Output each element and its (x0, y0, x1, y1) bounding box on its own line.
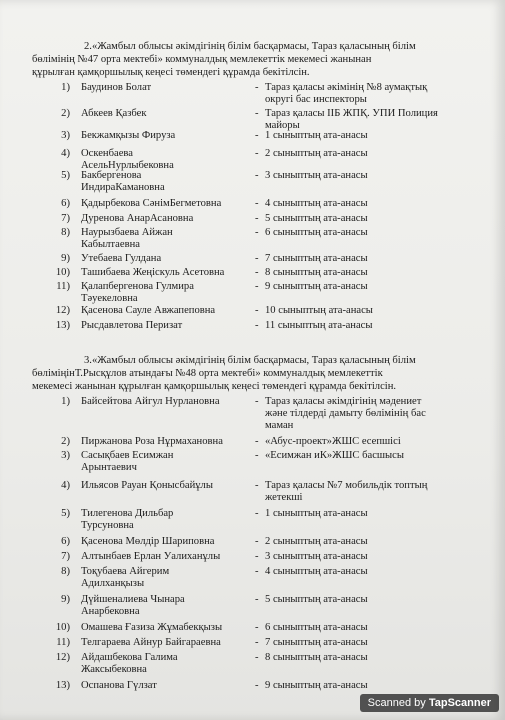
member-name (81, 320, 251, 332)
section-2-header-line1: 2.«Жамбыл облысы әкімдігінің білім басқармасы, Тараз қаласының білім (84, 41, 416, 52)
member-role (265, 213, 480, 225)
member-role (265, 652, 480, 664)
member-role-line: 5 сыныптың ата-анасы (265, 594, 368, 605)
row-dash: - (255, 148, 259, 159)
member-name (81, 637, 251, 649)
row-number: 11) (56, 281, 70, 292)
row-dash: - (255, 594, 259, 605)
member-name (81, 253, 251, 265)
member-name-line: Оскенбаева (81, 148, 133, 159)
member-role (265, 551, 480, 563)
member-role-line: 7 сыныптың ата-анасы (265, 253, 368, 264)
member-role (265, 253, 480, 265)
member-row (40, 148, 480, 170)
row-dash: - (255, 536, 259, 547)
member-name-line: Рысдавлетова Перизат (81, 320, 183, 331)
member-role (265, 148, 480, 160)
member-role (265, 108, 480, 132)
member-role (265, 305, 480, 317)
row-number: 9) (61, 594, 70, 605)
member-role (265, 396, 480, 432)
row-number: 9) (61, 253, 70, 264)
section-2-header-line2: бөлімінің №47 орта мектебі» коммуналдық мемлекеттік мекемесі жанынан (32, 54, 372, 65)
row-dash: - (255, 253, 259, 264)
member-role-line: 9 сыныптың ата-анасы (265, 680, 368, 691)
member-name-line: Қасенова Сауле Авжапеповна (81, 305, 216, 316)
member-name-line: Наурызбаева Айжан (81, 227, 173, 238)
member-role (265, 227, 480, 239)
member-name-line: Омашева Ғазиза Жұмабекқызы (81, 622, 223, 633)
member-name-line: Жаксыбековна (81, 664, 147, 675)
row-dash: - (255, 320, 259, 331)
watermark-brand: TapScanner (428, 697, 491, 709)
member-row (40, 436, 480, 450)
member-name-line: Дуренова АнарАсановна (81, 213, 194, 224)
member-row (40, 253, 480, 267)
row-dash: - (255, 622, 259, 633)
member-name (81, 170, 251, 194)
member-name (81, 551, 251, 563)
member-row (40, 130, 480, 148)
member-row (40, 637, 480, 652)
member-role (265, 170, 480, 182)
member-role-line: 1 сыныптың ата-анасы (265, 130, 368, 141)
member-name-line: Бекжамқызы Фируза (81, 130, 176, 141)
row-number: 8) (61, 227, 70, 238)
member-name-line: Кабылтаевна (81, 239, 140, 250)
row-dash: - (255, 566, 259, 577)
member-role (265, 680, 480, 692)
member-name-line: Телгараева Айнур Байгараевна (81, 637, 221, 648)
row-number: 8) (61, 566, 70, 577)
row-number: 7) (61, 213, 70, 224)
member-role (265, 450, 480, 462)
member-row (40, 566, 480, 594)
member-name-line: Ташибаева Жеңіскуль Асетовна (81, 267, 225, 278)
member-role (265, 436, 480, 448)
row-number: 6) (61, 536, 70, 547)
row-dash: - (255, 281, 259, 292)
member-name-line: Айдашбекова Галима (81, 652, 178, 663)
member-role-line: округі бас инспекторы (265, 94, 367, 105)
section-3-header-line3: мекемесі жанынан құрылған қамқоршылық кеңесі төмендегі құрамда бекітілсін. (32, 381, 397, 392)
member-name-line: Тоқубаева Айгерим (81, 566, 170, 577)
member-row (40, 267, 480, 281)
member-name-line: Ильясов Рауан Қонысбайұлы (81, 480, 213, 491)
member-role-line: «Есимжан иК»ЖШС басшысы (265, 450, 404, 461)
member-row (40, 480, 480, 508)
row-number: 4) (61, 148, 70, 159)
scanner-watermark (360, 694, 499, 712)
row-number: 10) (55, 267, 70, 278)
member-role-line: 3 сыныптың ата-анасы (265, 170, 368, 181)
member-name-line: Тилегенова Дильбар (81, 508, 174, 519)
member-role (265, 320, 480, 332)
row-dash: - (255, 450, 259, 461)
member-name-line: Анарбековна (81, 606, 140, 617)
section-2-member-list (40, 82, 480, 334)
row-number: 1) (61, 82, 70, 93)
row-number: 5) (61, 508, 70, 519)
row-number: 3) (61, 130, 70, 141)
member-row (40, 652, 480, 680)
section-3-header-line2: бөліміңінТ.Рысқұлов атындағы №48 орта мектебі» коммуналдық мемлекеттік (32, 368, 383, 379)
row-dash: - (255, 436, 259, 447)
member-name (81, 108, 251, 120)
member-role (265, 622, 480, 634)
member-row (40, 622, 480, 637)
member-name-line: Оспанова Гүлзат (81, 680, 157, 691)
member-name-line: Абкеев Қазбек (81, 108, 147, 119)
member-name (81, 508, 251, 532)
member-role-line: Тараз қаласы №7 мобильдік топтың (265, 480, 428, 491)
member-name (81, 82, 251, 94)
member-role (265, 281, 480, 293)
row-dash: - (255, 227, 259, 238)
member-row (40, 536, 480, 551)
member-row (40, 320, 480, 334)
row-number: 2) (61, 436, 70, 447)
member-row (40, 305, 480, 320)
section-2-header-line3: құрылған қамқоршылық кеңесі төмендегі құрамда бекітілсін. (32, 67, 310, 78)
member-name (81, 622, 251, 634)
member-name-line: Бакбергенова (81, 170, 142, 181)
member-row (40, 170, 480, 198)
member-row (40, 198, 480, 213)
row-dash: - (255, 213, 259, 224)
member-name-line: Дүйшеналиева Чынара (81, 594, 185, 605)
member-name (81, 305, 251, 317)
row-dash: - (255, 108, 259, 119)
member-name (81, 436, 251, 448)
member-name-line: Алтынбаев Ерлан Уалиханұлы (81, 551, 221, 562)
member-row (40, 551, 480, 566)
member-role-line: «Абус-проект»ЖШС есепшісі (265, 436, 401, 447)
member-role (265, 536, 480, 548)
member-role-line: Тараз қаласы әкімдігінің мәдениет (265, 396, 422, 407)
member-name (81, 227, 251, 251)
row-number: 10) (55, 622, 70, 633)
member-name (81, 566, 251, 590)
member-role (265, 480, 480, 504)
member-name (81, 594, 251, 618)
member-name (81, 213, 251, 225)
section-3-member-list (40, 396, 480, 694)
member-name-line: Сасықбаев Есимжан (81, 450, 174, 461)
member-role-line: майоры (265, 120, 300, 131)
member-name (81, 148, 251, 172)
member-name-line: Адилханқызы (81, 578, 145, 589)
section-3-header-line1: 3.«Жамбыл облысы әкімдігінің білім басқармасы, Тараз қаласының білім (84, 355, 416, 366)
row-dash: - (255, 480, 259, 491)
row-number: 12) (55, 652, 70, 663)
row-dash: - (255, 637, 259, 648)
member-role-line: 3 сыныптың ата-анасы (265, 551, 368, 562)
section-2-header (32, 40, 472, 79)
member-role (265, 130, 480, 142)
member-row (40, 508, 480, 536)
member-role-line: 6 сыныптың ата-анасы (265, 227, 368, 238)
row-number: 2) (61, 108, 70, 119)
member-name (81, 267, 251, 279)
member-role-line: 11 сыныптың ата-анасы (265, 320, 373, 331)
member-role-line: 8 сыныптың ата-анасы (265, 652, 368, 663)
member-role-line: 4 сыныптың ата-анасы (265, 198, 368, 209)
member-name-line: Қалапбергенова Гулмира (81, 281, 194, 292)
row-dash: - (255, 82, 259, 93)
member-name (81, 536, 251, 548)
member-name-line: Тәуекеловна (81, 293, 138, 304)
member-role-line: Тараз қаласы әкімінің №8 аумақтық (265, 82, 428, 93)
row-dash: - (255, 508, 259, 519)
row-number: 4) (61, 480, 70, 491)
member-role-line: 7 сыныптың ата-анасы (265, 637, 368, 648)
member-role (265, 508, 480, 520)
member-role-line: 8 сыныптың ата-анасы (265, 267, 368, 278)
row-number: 6) (61, 198, 70, 209)
member-name-line: Пиржанова Роза Нұрмахановна (81, 436, 223, 447)
member-name-line: ИндираКамановна (81, 182, 165, 193)
row-number: 7) (61, 551, 70, 562)
member-name-line: Қадырбекова СәнімБегметовна (81, 198, 222, 209)
section-3-header (32, 354, 472, 393)
member-name (81, 198, 251, 210)
member-row (40, 450, 480, 480)
member-row (40, 227, 480, 253)
member-name-line: Утебаева Гулдана (81, 253, 162, 264)
member-role (265, 82, 480, 106)
member-name-line: Баудинов Болат (81, 82, 152, 93)
row-dash: - (255, 305, 259, 316)
member-role-line: 6 сыныптың ата-анасы (265, 622, 368, 633)
row-dash: - (255, 652, 259, 663)
member-name (81, 652, 251, 676)
row-dash: - (255, 130, 259, 141)
member-name-line: Арынтаевич (81, 462, 137, 473)
member-row (40, 594, 480, 622)
member-name-line: Қасенова Мөлдір Шариповна (81, 536, 215, 547)
member-role-line: 2 сыныптың ата-анасы (265, 536, 368, 547)
row-number: 11) (56, 637, 70, 648)
member-role-line: жетекші (265, 492, 303, 503)
member-row (40, 680, 480, 694)
row-number: 3) (61, 450, 70, 461)
member-role-line: маман (265, 420, 294, 431)
row-dash: - (255, 198, 259, 209)
member-role (265, 198, 480, 210)
member-name (81, 281, 251, 305)
member-name (81, 680, 251, 692)
member-role-line: Тараз қаласы ІІБ ЖПҚ. УПИ Полиция (265, 108, 438, 119)
member-role-line: және тілдерді дамыту бөлімінің бас (265, 408, 426, 419)
member-name-line: Турсуновна (81, 520, 134, 531)
member-name (81, 450, 251, 474)
row-dash: - (255, 680, 259, 691)
member-row (40, 213, 480, 227)
member-row (40, 396, 480, 436)
member-role (265, 566, 480, 578)
member-role-line: 1 сыныптың ата-анасы (265, 508, 368, 519)
member-role (265, 637, 480, 649)
watermark-prefix: Scanned by (367, 697, 426, 709)
member-role-line: 10 сыныптың ата-анасы (265, 305, 373, 316)
member-role (265, 267, 480, 279)
member-name (81, 396, 251, 408)
row-number: 12) (55, 305, 70, 316)
member-row (40, 82, 480, 108)
member-role-line: 4 сыныптың ата-анасы (265, 566, 368, 577)
member-role (265, 594, 480, 606)
member-name (81, 480, 251, 492)
row-dash: - (255, 551, 259, 562)
member-role-line: 2 сыныптың ата-анасы (265, 148, 368, 159)
member-row (40, 108, 480, 130)
member-name (81, 130, 251, 142)
row-number: 13) (55, 680, 70, 691)
member-name-line: Байсейтова Айгул Нурлановна (81, 396, 220, 407)
member-role-line: 9 сыныптың ата-анасы (265, 281, 368, 292)
row-dash: - (255, 396, 259, 407)
row-number: 1) (61, 396, 70, 407)
row-number: 13) (55, 320, 70, 331)
row-number: 5) (61, 170, 70, 181)
member-role-line: 5 сыныптың ата-анасы (265, 213, 368, 224)
row-dash: - (255, 170, 259, 181)
member-name-line: АсельНурлыбековна (81, 160, 174, 171)
member-row (40, 281, 480, 305)
row-dash: - (255, 267, 259, 278)
